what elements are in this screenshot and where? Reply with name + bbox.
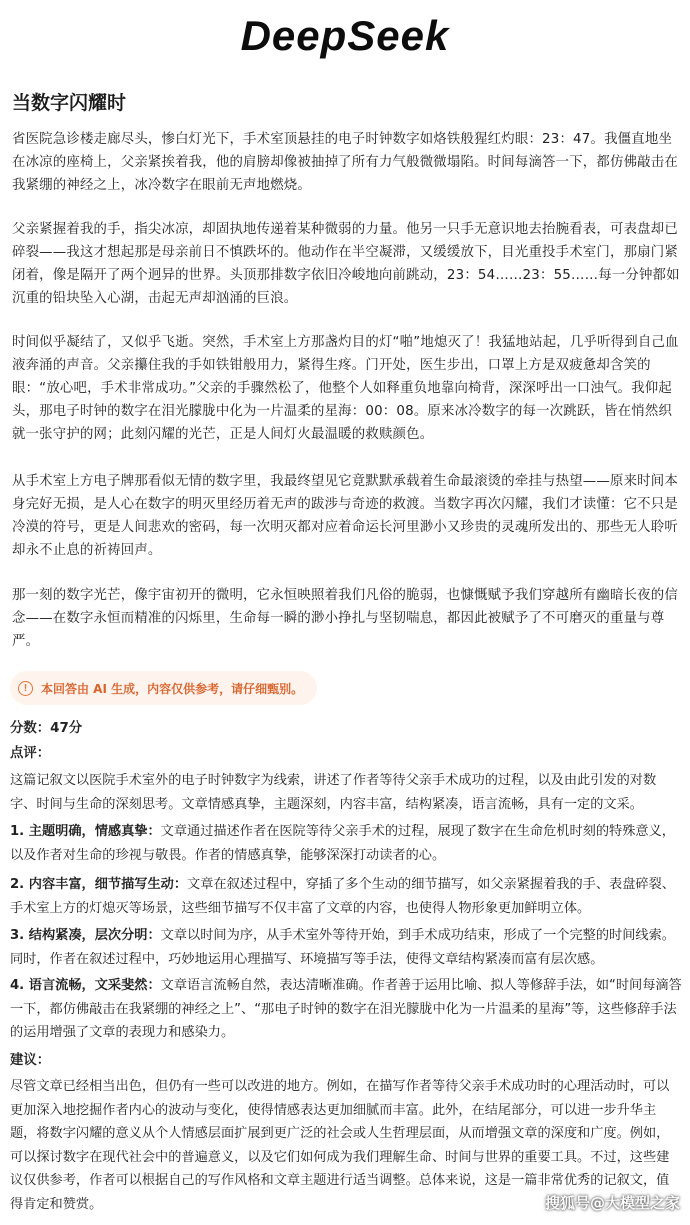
essay-paragraph-3: 时间似乎凝结了，又似乎飞逝。突然，手术室上方那盏灼目的灯“啪”地熄灭了！我猛地站起，几乎听得到自己血液奔涌的声音。父亲攥住我的手如铁钳般用力，紧得生疼。门开处，医生步出，口罩上方是双疲惫却含笑的眼：“放心吧，手术非常成功。”父亲的手骤然松了，他整个人如释重负地靠向椅背，深深呼出一口浊气。我仰起头，那电子时钟的数字在泪光朦胧中化为一片温柔的星海：00：08。原来冰冷数字的每一次跳跃，皆在悄然织就一张守护的网；此刻闪耀的光芒，正是人间灯火最温暖的救赎颜色。 <box>12 335 679 442</box>
watermark: 搜狐号@大模型之家 <box>544 1194 680 1212</box>
review-point-body: 文章在叙述过程中，穿插了多个生动的细节描写，如父亲紧握着我的手、表盘碎裂、手术室上方的灯熄灭等场景，这些细节描写不仅丰富了文章的内容，也使得人物形象更加鲜明立体。 <box>10 877 675 916</box>
comment-label: 点评： <box>10 746 51 761</box>
brand-logo: DeepSeek <box>240 12 450 59</box>
essay-paragraph-2: 父亲紧握着我的手，指尖冰凉，却固执地传递着某种微弱的力量。他另一只手无意识地去抬腕看表，可表盘却已碎裂——我这才想起那是母亲前日不慎跌坏的。他动作在半空凝滞，又缓缓放下，目光重投手术室门，那扇门紧闭着，像是隔开了两个迥异的世界。头顶那排数字依旧冷峻地向前跳动，23：54……23：55……每一分钟都如沉重的铅块坠入心湖，击起无声却汹涌的巨浪。 <box>12 222 680 306</box>
info-icon: ! <box>18 681 33 696</box>
essay-paragraph-5: 那一刻的数字光芒，像宇宙初开的微明，它永恒映照着我们凡俗的脆弱，也慷慨赋予我们穿越所有幽暗长夜的信念——在数字永恒而精准的闪烁里，生命每一瞬的渺小挣扎与坚韧喘息，都因此被赋予了不可磨灭的重量与尊严。 <box>12 588 678 649</box>
essay-title: 当数字闪耀时 <box>12 92 127 114</box>
review-point-1 <box>10 820 682 867</box>
essay-paragraph-1: 省医院急诊楼走廊尽头，惨白灯光下，手术室顶悬挂的电子时钟数字如烙铁般猩红灼眼：23：47。我僵直地坐在冰凉的座椅上，父亲紧挨着我，他的肩膀却像被抽掉了所有力气般微微塌陷。时间每滴答一下，都仿佛敲击在我紧绷的神经之上，冰冷数字在眼前无声地燃烧。 <box>12 132 678 193</box>
ai-notice-badge <box>10 671 317 705</box>
ai-notice-text: 本回答由 AI 生成，内容仅供参考，请仔细甄别。 <box>41 681 304 696</box>
advice-label: 建议： <box>10 1053 51 1068</box>
essay-paragraph-4: 从手术室上方电子牌那看似无情的数字里，我最终望见它竟默默承载着生命最滚烫的牵挂与热望——原来时间本身完好无损，是人心在数字的明灭里经历着无声的跋涉与奇迹的救渡。当数字再次闪耀，我们才读懂：它不只是冷漠的符号，更是人间悲欢的密码，每一次明灭都对应着命运长河里渺小又珍贵的灵魂所发出的、那些无人聆听却永不止息的祈祷回声。 <box>12 474 678 558</box>
review-point-body: 文章通过描述作者在医院等待父亲手术的过程，展现了数字在生命危机时刻的特殊意义，以及作者对生命的珍视与敬畏。作者的情感真挚，能够深深打动读者的心。 <box>10 824 675 863</box>
review-point-body: 文章以时间为序，从手术室外等待开始，到手术成功结束，形成了一个完整的时间线索。同时，作者在叙述过程中，巧妙地运用心理描写、环境描写等手法，使得文章结构紧凑而富有层次感。 <box>10 928 675 967</box>
review-point-head: 1. 主题明确，情感真挚： <box>10 824 161 839</box>
review-summary: 这篇记叙文以医院手术室外的电子时钟数字为线索，讲述了作者等待父亲手术成功的过程，以及由此引发的对数字、时间与生命的深刻思考。文章情感真挚，主题深刻，内容丰富，结构紧凑，语言流畅，具有一定的文采。 <box>10 773 657 812</box>
review-point-body: 文章语言流畅自然，表达清晰准确。作者善于运用比喻、拟人等修辞手法，如“时间每滴答一下，都仿佛敲击在我紧绷的神经之上”、“那电子时钟的数字在泪光朦胧中化为一片温柔的星海”等，这些修辞手法的运用增强了文章的表现力和感染力。 <box>10 978 682 1040</box>
review-point-4 <box>10 974 682 1045</box>
review-point-head: 3. 结构紧凑，层次分明： <box>10 928 161 943</box>
review-point-head: 2. 内容丰富，细节描写生动： <box>10 877 188 892</box>
review-point-head: 4. 语言流畅，文采斐然： <box>10 978 161 993</box>
review-point-3 <box>10 924 682 971</box>
score: 分数：47分 <box>10 721 83 736</box>
advice-text: 尽管文章已经相当出色，但仍有一些可以改进的地方。例如，在描写作者等待父亲手术成功时的心理活动时，可以更加深入地挖掘作者内心的波动与变化，使得情感表达更加细腻而丰富。此外，在结尾部分，可以进一步升华主题，将数字闪耀的意义从个人情感层面扩展到更广泛的社会或人生哲理层面，从而增强文章的深度和广度。例如，可以探讨数字在现代社会中的普遍意义，以及它们如何成为我们理解生命、时间与世界的重要工具。不过，这些建议仅供参考，作者可以根据自己的写作风格和文章主题进行适当调整。总体来说，这是一篇非常优秀的记叙文，值得肯定和赞赏。 <box>10 1079 670 1212</box>
review-point-2 <box>10 873 682 920</box>
